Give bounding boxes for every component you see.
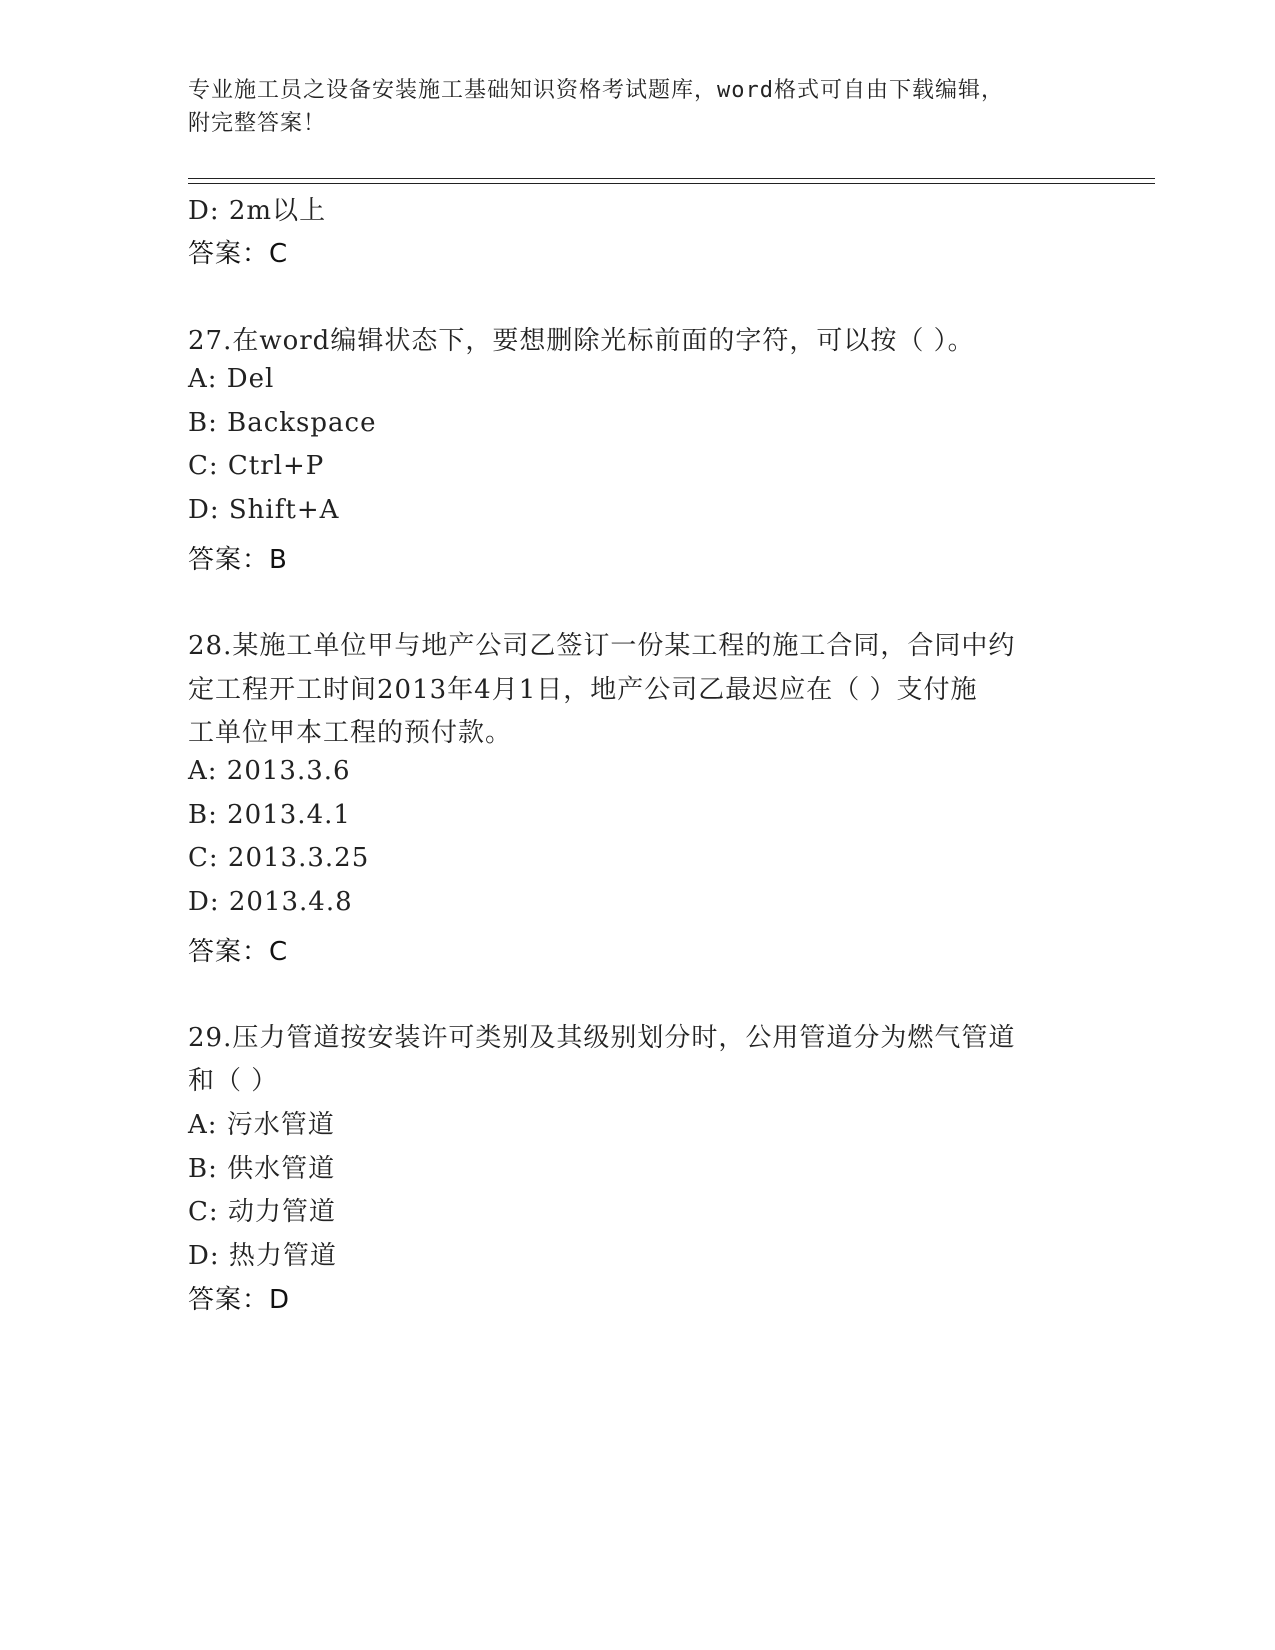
- question-29-option-c: C: 动力管道: [188, 1197, 336, 1227]
- document-header: [188, 74, 1088, 140]
- question-27-stem: 27.在word编辑状态下，要想删除光标前面的字符，可以按（ ）。: [188, 326, 975, 356]
- question-27-option-a: A: Del: [188, 364, 275, 394]
- question-28-option-d: D: 2013.4.8: [188, 887, 353, 917]
- prev-option-d: D: 2m以上: [188, 196, 327, 226]
- question-29-option-a: A: 污水管道: [188, 1110, 335, 1140]
- header-divider-bottom: [188, 183, 1155, 184]
- question-28-option-b: B: 2013.4.1: [188, 800, 351, 830]
- question-28-option-a: A: 2013.3.6: [188, 756, 351, 786]
- header-divider-top: [188, 178, 1155, 179]
- question-28-stem-line-1: 28.某施工单位甲与地产公司乙签订一份某工程的施工合同，合同中约: [188, 631, 1016, 661]
- question-29-stem-line-1: 29.压力管道按安装许可类别及其级别划分时，公用管道分为燃气管道: [188, 1023, 1016, 1053]
- prev-answer: 答案：C: [188, 239, 289, 269]
- question-27-option-d: D: Shift+A: [188, 495, 340, 525]
- question-29-stem-line-2: 和（ ）: [188, 1066, 279, 1096]
- question-29-answer: 答案：D: [188, 1285, 291, 1315]
- question-28-option-c: C: 2013.3.25: [188, 843, 370, 873]
- header-line-2: 附完整答案！: [188, 111, 327, 136]
- question-27-answer: 答案：B: [188, 545, 288, 575]
- question-28-stem-line-2: 定工程开工时间2013年4月1日，地产公司乙最迟应在（ ）支付施: [188, 675, 978, 705]
- header-line-1: 专业施工员之设备安装施工基础知识资格考试题库，word格式可自由下载编辑，: [188, 78, 1004, 103]
- question-28-stem-line-3: 工单位甲本工程的预付款。: [188, 718, 513, 748]
- question-29-option-b: B: 供水管道: [188, 1154, 336, 1184]
- question-28-answer: 答案：C: [188, 937, 289, 967]
- question-27-option-b: B: Backspace: [188, 408, 377, 438]
- question-29-option-d: D: 热力管道: [188, 1241, 337, 1271]
- question-27-option-c: C: Ctrl+P: [188, 451, 325, 481]
